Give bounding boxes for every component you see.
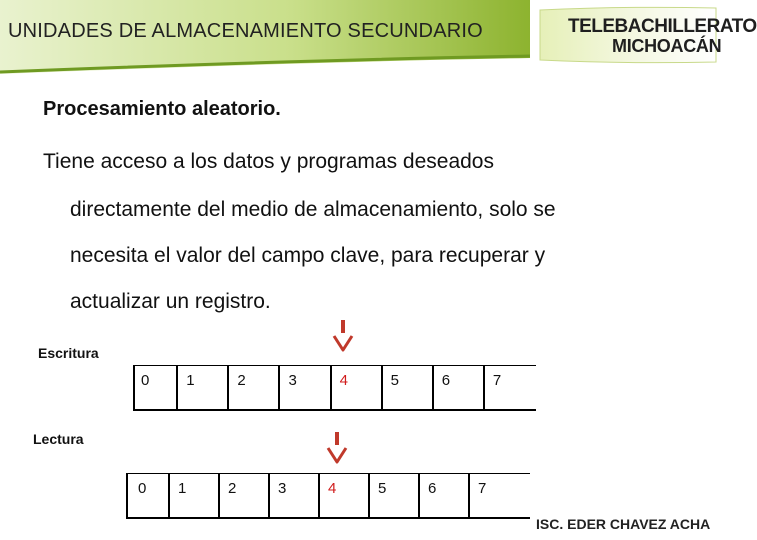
- record-cell: 5: [383, 366, 434, 409]
- author-credit: ISC. EDER CHAVEZ ACHA: [536, 516, 711, 532]
- write-record-cells: [133, 365, 536, 411]
- paragraph-line: Tiene acceso a los datos y programas deseados: [43, 150, 494, 173]
- section-subtitle: Procesamiento aleatorio.: [43, 98, 281, 120]
- record-cell-highlighted: 4: [320, 474, 370, 517]
- paragraph-line: necesita el valor del campo clave, para recuperar y: [70, 244, 546, 267]
- record-cell: 0: [135, 366, 178, 409]
- page-title: UNIDADES DE ALMACENAMIENTO SECUNDARIO: [8, 20, 483, 42]
- record-cell: 3: [270, 474, 320, 517]
- record-cell: 7: [478, 480, 487, 497]
- record-cell: 3: [280, 366, 331, 409]
- record-cell: 6: [420, 474, 470, 517]
- write-label: Escritura: [38, 345, 99, 361]
- record-cell: 7: [492, 372, 502, 389]
- record-cell: 2: [220, 474, 270, 517]
- record-cell: 1: [178, 366, 229, 409]
- record-cell: 5: [370, 474, 420, 517]
- logo-text-michoacan: MICHOACÁN: [612, 36, 722, 56]
- paragraph-line: directamente del medio de almacenamiento, solo se: [70, 198, 556, 221]
- record-cell: 2: [229, 366, 280, 409]
- down-arrow-icon: [326, 432, 348, 466]
- down-arrow-icon: [332, 320, 354, 354]
- read-label: Lectura: [33, 431, 84, 447]
- logo-text-telebachillerato: TELEBACHILLERATO: [568, 16, 757, 37]
- record-cell: 6: [434, 366, 485, 409]
- paragraph-line: actualizar un registro.: [70, 290, 271, 313]
- record-cell: 0: [128, 474, 170, 517]
- record-cell-highlighted: 4: [332, 366, 383, 409]
- record-cell: 1: [170, 474, 220, 517]
- read-record-cells: [126, 473, 530, 519]
